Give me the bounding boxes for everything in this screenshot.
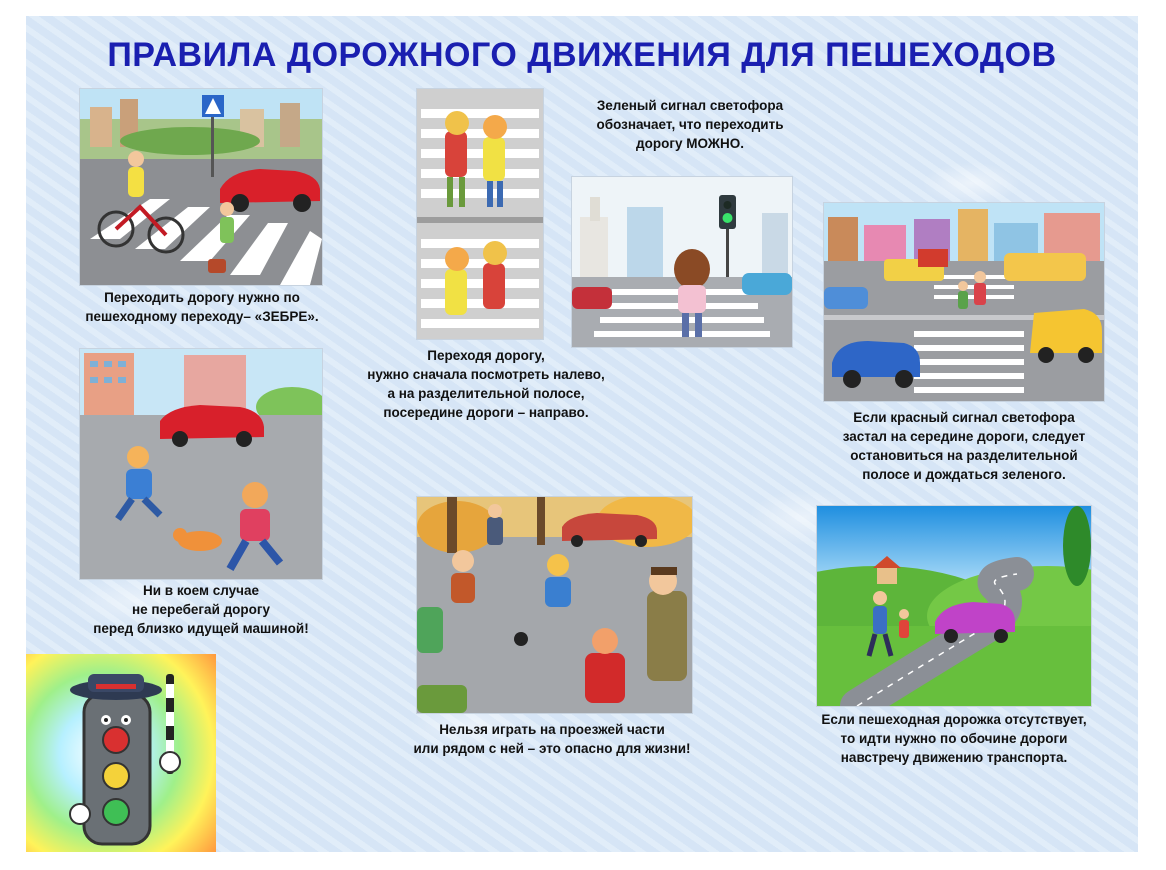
running-boys-picture [79,348,323,580]
caption-run: Ни в коем случае не перебегай дорогу перед близко идущей машиной! [93,583,309,636]
children-look-picture [416,88,544,340]
roadside-walk-picture [816,505,1092,707]
median-stop-picture [823,202,1105,402]
caption-play: Нельзя играть на проезжей части или рядом с ней – это опасно для жизни! [413,722,691,756]
caption-look: Переходя дорогу, нужно сначала посмотреть налево, а на разделительной полосе, посередине дороги – направо. [367,348,605,420]
caption-red: Если красный сигнал светофора застал на середине дороги, следует остановиться на разделительной полосе и дождаться зеленого. [842,410,1086,482]
green-light-picture [571,176,793,348]
traffic-light-mascot-picture [26,654,216,852]
poster [26,16,1138,852]
caption-green: Зеленый сигнал светофора обозначает, что переходить дорогу МОЖНО. [596,98,784,151]
zebra-crossing-picture [79,88,323,286]
caption-path: Если пешеходная дорожка отсутствует, то идти нужно по обочине дороги навстречу движению транспорта. [821,712,1087,765]
page-title: ПРАВИЛА ДОРОЖНОГО ДВИЖЕНИЯ ДЛЯ ПЕШЕХОДОВ [107,36,1057,74]
caption-zebra: Переходить дорогу нужно по пешеходному переходу– «ЗЕБРЕ». [85,290,319,324]
playing-children-picture [416,496,693,714]
